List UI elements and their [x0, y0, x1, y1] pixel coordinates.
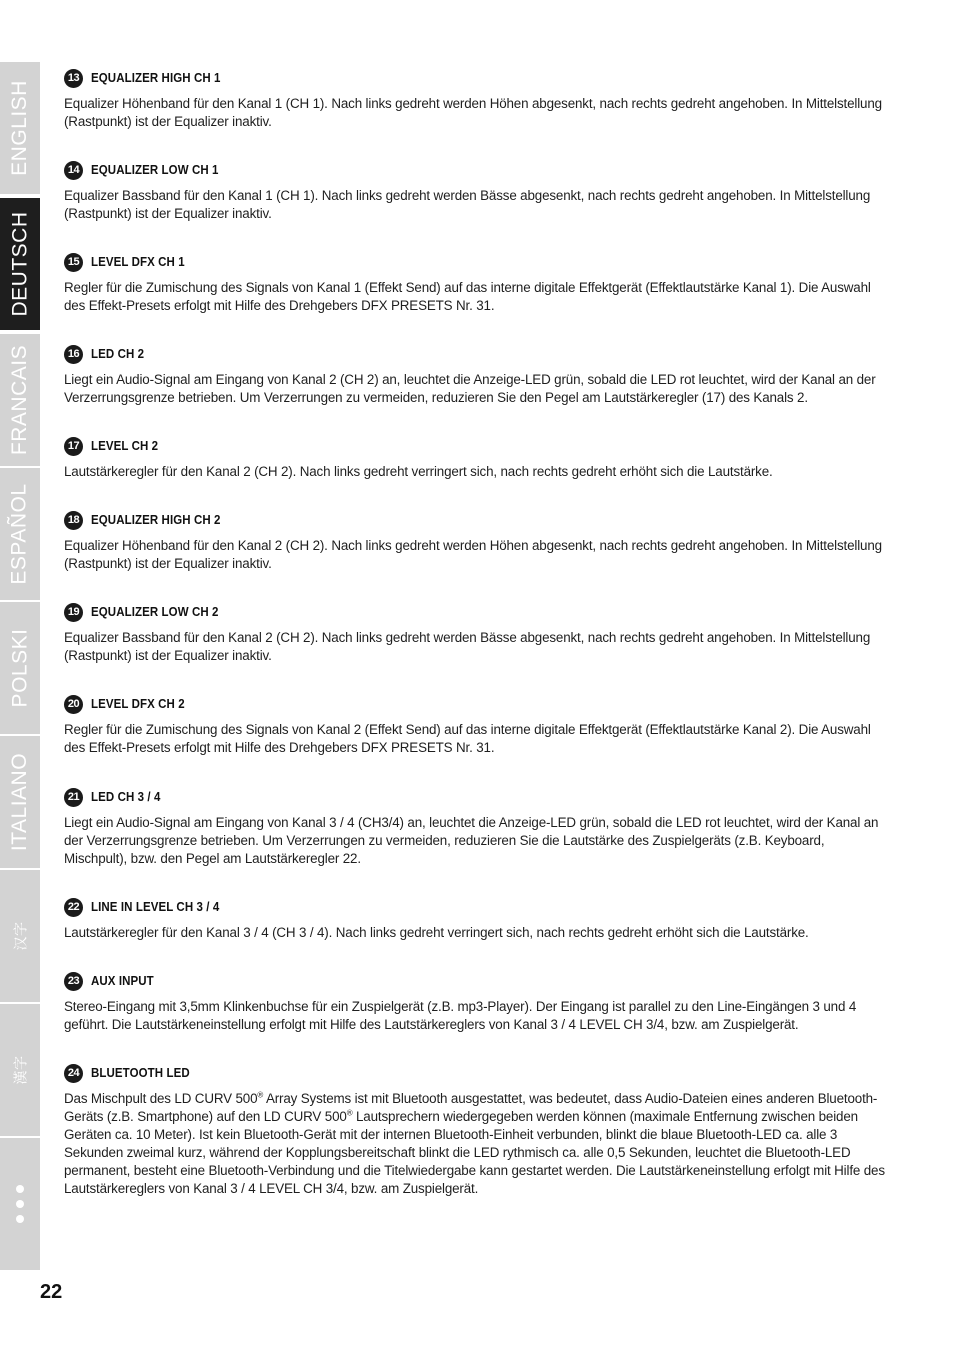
item-text: Lautstärkeregler für den Kanal 3 / 4 (CH 3 / 4). Nach links gedreht verringert sich, nach rechts gedreht erhöht sich die Lautstärke. — [64, 925, 809, 940]
list-item — [64, 68, 890, 131]
item-number: 23 — [64, 972, 83, 991]
tab-deutsch[interactable] — [0, 198, 40, 330]
tab-chinese-traditional[interactable] — [0, 1004, 40, 1136]
list-item — [64, 897, 890, 942]
item-title: LED CH 3 / 4 — [91, 790, 161, 804]
item-text: Das Mischpult des LD CURV 500® Array Systems ist mit Bluetooth ausgestattet, was bedeutet, dass Audio-Dateien eines anderen Bluetooth-Geräts (z.B. Smartphone) auf den LD CURV 500® Lautsprechern wiedergegeben werden können (maximale Entfernung zwischen beiden Geräten ca. 10 Meter). Ist kein Bluetooth-Gerät mit der internen Bluetooth-Einheit verbunden, blinkt die blaue Bluetooth-LED ca. alle 3 Sekunden zweimal kurz, während der Kopplungsbereitschaft blinkt die LED rythmisch ca. alle 0,5 Sekunden, leuchtet die Bluetooth-LED permanent, besteht eine Bluetooth-Verbindung und die Titelwiedergabe kann gestartet werden. Die Lautstärkeneinstellung erfolgt mit Hilfe des Lautstärkereglers von Kanal 3 / 4 LEVEL CH 3/4, bzw. am Zuspielgerät. — [64, 1090, 885, 1196]
list-item — [64, 602, 890, 665]
item-number: 22 — [64, 898, 83, 917]
item-number: 19 — [64, 603, 83, 622]
tab-label: FRANCAIS — [8, 344, 31, 456]
item-text: Regler für die Zumischung des Signals von Kanal 2 (Effekt Send) auf das interne digitale Effektgerät (Effektlautstärke Kanal 2). Die Auswahl des Effekt-Presets erfolgt mit Hilfe des Drehgebers DFX PRESETS Nr. 31. — [64, 722, 871, 755]
list-item — [64, 1063, 890, 1198]
tab-polski[interactable] — [0, 602, 40, 734]
item-number: 14 — [64, 161, 83, 180]
tab-more[interactable] — [0, 1138, 40, 1270]
item-title: BLUETOOTH LED — [91, 1066, 190, 1080]
tab-francais[interactable] — [0, 334, 40, 466]
item-text: Equalizer Höhenband für den Kanal 1 (CH 1). Nach links gedreht werden Höhen abgesenkt, nach rechts gedreht angehoben. In Mittelstellung (Rastpunkt) ist der Equalizer inaktiv. — [64, 96, 882, 129]
item-text: Equalizer Bassband für den Kanal 1 (CH 1). Nach links gedreht werden Bässe abgesenkt, nach rechts gedreht angehoben. In Mittelstellung (Rastpunkt) ist der Equalizer inaktiv. — [64, 188, 871, 221]
item-number: 21 — [64, 788, 83, 807]
list-item — [64, 787, 890, 868]
list-item — [64, 436, 890, 481]
item-number: 13 — [64, 69, 83, 88]
tab-label: ITALIANO — [8, 752, 32, 852]
list-item — [64, 510, 890, 573]
list-item — [64, 344, 890, 407]
tab-label: 漢字 — [12, 1055, 28, 1085]
tab-label: ENGLISH — [8, 80, 32, 176]
list-item — [64, 160, 890, 223]
item-number: 24 — [64, 1064, 83, 1083]
item-number: 16 — [64, 345, 83, 364]
list-item — [64, 252, 890, 315]
item-title: LED CH 2 — [91, 347, 145, 361]
list-item — [64, 694, 890, 757]
dots-icon — [16, 1185, 24, 1223]
list-item — [64, 971, 890, 1034]
registered-mark: ® — [257, 1090, 264, 1100]
item-number: 17 — [64, 437, 83, 456]
item-title: LEVEL DFX CH 2 — [91, 697, 185, 711]
tab-italiano[interactable] — [0, 736, 40, 868]
item-title: AUX INPUT — [91, 974, 154, 988]
tab-chinese-simplified[interactable] — [0, 870, 40, 1002]
item-text: Lautstärkeregler für den Kanal 2 (CH 2). Nach links gedreht verringert sich, nach rechts gedreht erhöht sich die Lautstärke. — [64, 464, 773, 479]
tab-espanol[interactable] — [0, 468, 40, 600]
item-title: LEVEL DFX CH 1 — [91, 255, 185, 269]
item-text: Liegt ein Audio-Signal am Eingang von Kanal 2 (CH 2) an, leuchtet die Anzeige-LED grün, sobald die LED rot leuchtet, wird der Kanal an der Verzerrungsgrenze betrieben. Um Verzerrungen zu vermeiden, reduzieren Sie den Pegel am Lautstärkeregler (17) des Kanals 2. — [64, 372, 876, 405]
tab-label: 汉字 — [12, 921, 28, 951]
item-title: LINE IN LEVEL CH 3 / 4 — [91, 900, 220, 914]
tab-label: DEUTSCH — [8, 211, 32, 317]
item-text: Stereo-Eingang mit 3,5mm Klinkenbuchse für ein Zuspielgerät (z.B. mp3-Player). Der Eingang ist parallel zu den Line-Eingängen 3 und 4 geführt. Die Lautstärkeneinstellung erfolgt mit Hilfe des Lautstärkereglers von Kanal 3 / 4 LEVEL CH 3/4, bzw. am Zuspielgerät. — [64, 999, 857, 1032]
item-number: 20 — [64, 695, 83, 714]
item-text: Equalizer Bassband für den Kanal 2 (CH 2). Nach links gedreht werden Bässe abgesenkt, nach rechts gedreht angehoben. In Mittelstellung (Rastpunkt) ist der Equalizer inaktiv. — [64, 630, 871, 663]
item-title: EQUALIZER LOW CH 2 — [91, 605, 219, 619]
item-title: EQUALIZER LOW CH 1 — [91, 163, 219, 177]
item-title: EQUALIZER HIGH CH 1 — [91, 71, 221, 85]
item-number: 15 — [64, 253, 83, 272]
item-text: Liegt ein Audio-Signal am Eingang von Kanal 3 / 4 (CH3/4) an, leuchtet die Anzeige-LED grün, sobald die LED rot leuchtet, wird der Kanal an der Verzerrungsgrenze betrieben. Um Verzerrungen zu vermeiden, reduzieren Sie die Lautstärke des Zuspielgeräts (z.B. Keyboard, Mischpult), bzw. den Pegel am Lautstärkeregler 22. — [64, 815, 879, 866]
item-text: Regler für die Zumischung des Signals von Kanal 1 (Effekt Send) auf das interne digitale Effektgerät (Effektlautstärke Kanal 1). Die Auswahl des Effekt-Presets erfolgt mit Hilfe des Drehgebers DFX PRESETS Nr. 31. — [64, 280, 871, 313]
item-number: 18 — [64, 511, 83, 530]
tab-label: ESPAÑOL — [8, 483, 31, 585]
registered-mark: ® — [346, 1108, 353, 1118]
item-title: LEVEL CH 2 — [91, 439, 159, 453]
item-title: EQUALIZER HIGH CH 2 — [91, 513, 221, 527]
tab-english[interactable] — [0, 62, 40, 194]
page-number: 22 — [40, 1281, 63, 1303]
tab-label: POLSKI — [8, 628, 31, 708]
item-text: Equalizer Höhenband für den Kanal 2 (CH 2). Nach links gedreht werden Höhen abgesenkt, nach rechts gedreht angehoben. In Mittelstellung (Rastpunkt) ist der Equalizer inaktiv. — [64, 538, 882, 571]
